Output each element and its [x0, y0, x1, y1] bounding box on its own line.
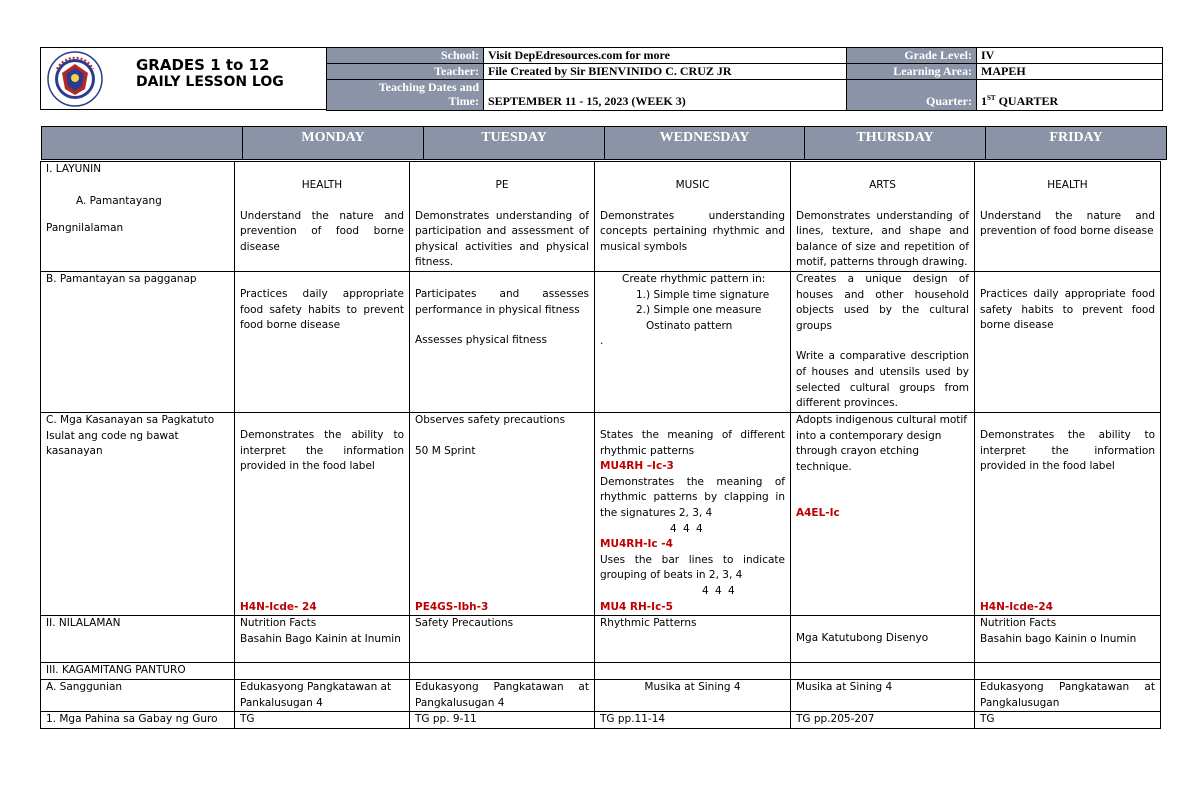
pahina-monday: TG: [235, 712, 410, 729]
sanggunian-friday: Edukasyong Pangkatawan at Pangkalusugan: [975, 680, 1161, 712]
kasanayan-label-1: C. Mga Kasanayan sa Pagkatuto: [46, 414, 215, 426]
pagganap-tuesday-text2: Assesses physical fitness: [415, 334, 547, 347]
kasanayan-label-2: Isulat ang code ng bawat kasanayan: [46, 429, 179, 458]
kasanayan-wed-text2b: 4 4 4: [670, 522, 703, 535]
nilalaman-label: II. NILALAMAN: [41, 616, 235, 663]
row-pahina: [41, 712, 1161, 729]
kasanayan-wed-text1: States the meaning of different rhythmic patterns: [600, 429, 785, 457]
pagganap-wed-title: Create rhythmic pattern in:: [622, 273, 766, 285]
pagganap-tuesday-text1: Participates and assesses performance in physical fitness: [415, 288, 589, 316]
nilalaman-monday-1: Nutrition Facts: [240, 617, 317, 630]
teaching-dates-value: SEPTEMBER 11 - 15, 2023 (WEEK 3): [484, 80, 847, 111]
lesson-grid: [40, 161, 1161, 729]
day-tuesday: TUESDAY: [424, 127, 605, 160]
kasanayan-friday-text: Demonstrates the ability to interpret the information provided in the food label: [980, 429, 1155, 473]
pagganap-wednesday: [595, 272, 791, 413]
pahina-thursday: TG pp.205-207: [791, 712, 975, 729]
layunin-friday: [975, 162, 1161, 272]
kasanayan-friday: [975, 413, 1161, 616]
pagganap-thursday: [791, 272, 975, 413]
grade-level-label: Grade Level:: [847, 48, 977, 64]
nilalaman-wednesday: Rhythmic Patterns: [595, 616, 791, 663]
sanggunian-monday: Edukasyong Pangkatawan at Pankalusugan 4: [235, 680, 410, 712]
code-tuesday: PE4GS-Ibh-3: [415, 600, 489, 613]
content-thursday: Demonstrates understanding of lines, texture, and shape and balance of size and repetition of motif, patterns through drawing.: [796, 209, 969, 269]
learning-area-value: MAPEH: [977, 64, 1163, 80]
row-layunin: [41, 162, 1161, 272]
day-thursday: THURSDAY: [805, 127, 986, 160]
layunin-wednesday: [595, 162, 791, 272]
kasanayan-thursday-text: Adopts indigenous cultural motif into a contemporary design through crayon etching technique.: [796, 414, 968, 473]
deped-seal-icon: [47, 51, 103, 107]
nilalaman-thursday-text: Mga Katutubong Disenyo: [796, 632, 929, 645]
code-thursday: A4EL-Ic: [796, 507, 840, 520]
row-kasanayan: [41, 413, 1161, 616]
dll-title-line2: DAILY LESSON LOG: [136, 74, 284, 90]
code-wednesday-2: MU4RH-Ic -4: [600, 538, 673, 551]
kasanayan-wednesday: [595, 413, 791, 616]
pangnilalaman-label: Pangnilalaman: [46, 222, 124, 235]
kagamitan-label: III. KAGAMITANG PANTURO: [41, 663, 235, 680]
code-wednesday-3: MU4 RH-Ic-5: [600, 600, 673, 613]
quarter-number: 1: [981, 94, 987, 108]
pahina-friday: TG: [975, 712, 1161, 729]
quarter-value: [977, 80, 1163, 111]
teaching-dates-label-2: Time:: [448, 94, 479, 108]
subject-friday: HEALTH: [1047, 179, 1088, 191]
kagamitan-wednesday: [595, 663, 791, 680]
pagganap-friday-text: Practices daily appropriate food safety habits to prevent food borne disease: [980, 288, 1155, 332]
content-wednesday: Demonstrates understanding concepts pertaining rhythmic and musical symbols: [600, 209, 785, 253]
nilalaman-friday: [975, 616, 1161, 663]
pagganap-friday: [975, 272, 1161, 413]
kasanayan-monday: [235, 413, 410, 616]
kasanayan-tuesday-text1: Observes safety precautions: [415, 414, 566, 426]
header-title-box: [40, 47, 327, 110]
content-monday: Understand the nature and prevention of food borne disease: [240, 209, 404, 253]
dll-title-line1: GRADES 1 to 12: [136, 56, 270, 74]
pahina-wednesday: TG pp.11-14: [595, 712, 791, 729]
sanggunian-wednesday: Musika at Sining 4: [595, 680, 791, 712]
sanggunian-tuesday: Edukasyong Pangkatawan at Pangkalusugan 4: [410, 680, 595, 712]
subject-monday: HEALTH: [301, 179, 343, 191]
sanggunian-thursday: Musika at Sining 4: [791, 680, 975, 712]
row-pagganap: [41, 272, 1161, 413]
nilalaman-friday-1: Nutrition Facts: [980, 617, 1057, 630]
code-monday: H4N-Icde- 24: [240, 600, 317, 613]
pagganap-monday-text: Practices daily appropriate food safety habits to prevent food borne disease: [240, 288, 404, 332]
nilalaman-friday-2: Basahin bago Kainin o Inumin: [980, 632, 1137, 645]
layunin-thursday: [791, 162, 975, 272]
kasanayan-tuesday: [410, 413, 595, 616]
content-friday: Understand the nature and prevention of food borne disease: [980, 209, 1155, 238]
nilalaman-thursday: [791, 616, 975, 663]
subject-tuesday: PE: [495, 179, 509, 191]
subject-wednesday: MUSIC: [675, 179, 710, 191]
pagganap-label: B. Pamantayan sa pagganap: [41, 272, 235, 413]
day-header-table: [41, 126, 1167, 160]
day-header-blank: [42, 127, 243, 160]
kasanayan-label-cell: [41, 413, 235, 616]
teaching-dates-label: [327, 80, 484, 111]
code-wednesday-1: MU4RH –Ic-3: [600, 460, 674, 473]
pagganap-wed-item1: 1.) Simple time signature: [636, 288, 770, 301]
nilalaman-monday-2: Basahin Bago Kainin at Inumin: [240, 632, 401, 645]
sanggunian-label: A. Sanggunian: [41, 680, 235, 712]
pahina-tuesday: TG pp. 9-11: [410, 712, 595, 729]
quarter-superscript: ST: [987, 94, 996, 102]
teaching-dates-label-1: Teaching Dates and: [378, 80, 479, 94]
kagamitan-thursday: [791, 663, 975, 680]
quarter-text: QUARTER: [995, 94, 1059, 108]
pagganap-tuesday: [410, 272, 595, 413]
layunin-monday: [235, 162, 410, 272]
header-info-table: [326, 47, 1163, 111]
pagganap-thursday-text2: Write a comparative description of houses and utensils used by selected cultural groups from different provinces.: [796, 350, 969, 410]
kasanayan-wed-text3b: 4 4 4: [702, 584, 735, 597]
subject-thursday: ARTS: [869, 179, 896, 191]
content-tuesday: Demonstrates understanding of participation and assessment of physical activities and physical fitness.: [415, 209, 589, 269]
teacher-label: Teacher:: [327, 64, 484, 80]
layunin-label-cell: [41, 162, 235, 272]
kasanayan-wed-text3: Uses the bar lines to indicate grouping of beats in 2, 3, 4: [600, 553, 785, 582]
kasanayan-wed-text2: Demonstrates the meaning of rhythmic patterns by clapping in the signatures 2, 3, 4: [600, 475, 785, 519]
pamantayang-label: A. Pamantayang: [76, 194, 162, 207]
row-sanggunian: [41, 680, 1161, 712]
layunin-label: I. LAYUNIN: [46, 163, 102, 175]
school-value: Visit DepEdresources.com for more: [484, 48, 847, 64]
kasanayan-monday-text: Demonstrates the ability to interpret the information provided in the food label: [240, 429, 404, 473]
kasanayan-thursday: [791, 413, 975, 616]
code-friday: H4N-Icde-24: [980, 600, 1053, 613]
pagganap-wed-item2: 2.) Simple one measure: [636, 304, 762, 317]
row-nilalaman: [41, 616, 1161, 663]
pahina-label: 1. Mga Pahina sa Gabay ng Guro: [41, 712, 235, 729]
learning-area-label: Learning Area:: [847, 64, 977, 80]
kagamitan-friday: [975, 663, 1161, 680]
kasanayan-tuesday-text2: 50 M Sprint: [415, 444, 476, 457]
pagganap-thursday-text1: Creates a unique design of houses and other household objects used by the cultural groups: [796, 273, 969, 332]
kagamitan-tuesday: [410, 663, 595, 680]
pagganap-wed-dot: .: [600, 335, 604, 348]
grade-level-value: IV: [977, 48, 1163, 64]
layunin-tuesday: [410, 162, 595, 272]
day-wednesday: WEDNESDAY: [605, 127, 805, 160]
row-kagamitan: [41, 663, 1161, 680]
quarter-label: Quarter:: [847, 80, 977, 111]
day-monday: MONDAY: [243, 127, 424, 160]
kagamitan-monday: [235, 663, 410, 680]
day-friday: FRIDAY: [986, 127, 1167, 160]
teacher-value: File Created by Sir BIENVINIDO C. CRUZ JR: [484, 64, 847, 80]
pagganap-wed-item3: Ostinato pattern: [646, 319, 733, 332]
nilalaman-monday: [235, 616, 410, 663]
pagganap-monday: [235, 272, 410, 413]
nilalaman-tuesday: Safety Precautions: [410, 616, 595, 663]
school-label: School:: [327, 48, 484, 64]
